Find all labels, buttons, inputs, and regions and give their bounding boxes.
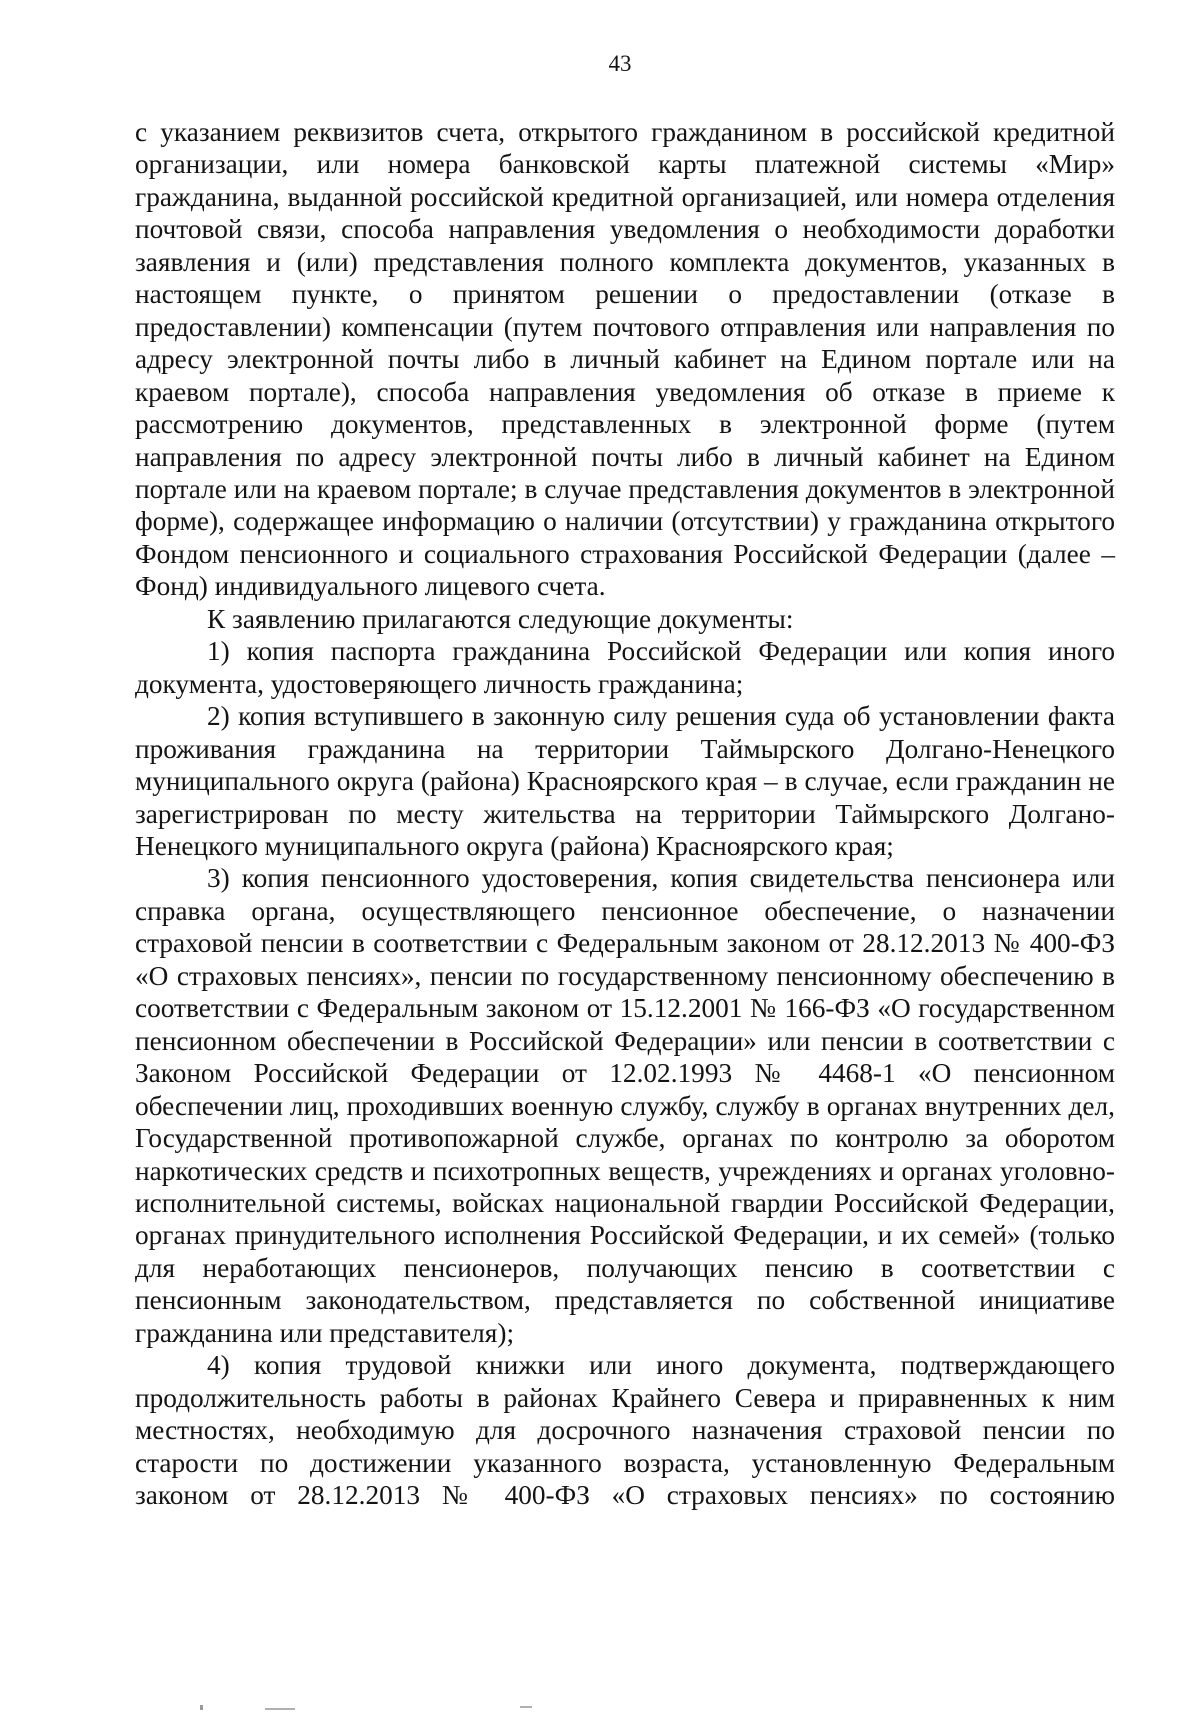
paragraph-documents-intro: К заявлению прилагаются следующие документы: [207,603,794,634]
paragraph-item-2-court-decision: 2) копия вступившего в законную силу решения суда об установлении факта проживания гражданина на территории Таймырского Долгано-Ненецкого муниципального округа (района) Красноярского края – в случае, если гражданин не зарегистрирован по месту жительства на территории Таймырского Долгано-Ненецкого муниципального округа (района) Красноярского края; [135,701,1115,861]
scan-artifact-marks [200,1702,650,1712]
paragraph-application-details: с указанием реквизитов счета, открытого гражданином в российской кредитной организации, или номера банковской карты платежной системы «Мир» гражданина, выданной российской кредитной организацией, или номера отделения почтовой связи, способа направления уведомления о необходимости доработки заявления и (или) представления полного комплекта документов, указанных в настоящем пункте, о принятом решении о предоставлении (отказе в предоставлении) компенсации (путем почтового отправления или направления по адресу электронной почты либо в личный кабинет на Едином портале или на краевом портале), способа направления уведомления об отказе в приеме к рассмотрению документов, представленных в электронной форме (путем направления по адресу электронной почты либо в личный кабинет на Едином портале или на краевом портале; в случае представления документов в электронной форме), содержащее информацию о наличии (отсутствии) у гражданина открытого Фондом пенсионного и социального страхования Российской Федерации (далее – Фонд) индивидуального лицевого счета. [135,117,1115,602]
paragraph-item-3-pension-certificate: 3) копия пенсионного удостоверения, копия свидетельства пенсионера или справка органа, осуществляющего пенсионное обеспечение, о назначении страховой пенсии в соответствии с Федеральным законом от 28.12.2013 № 400-ФЗ «О страховых пенсиях», пенсии по государственному пенсионному обеспечению в соответствии с Федеральным законом от 15.12.2001 № 166-ФЗ «О государственном пенсионном обеспечении в Российской Федерации» или пенсии в соответствии с Законом Российской Федерации от 12.02.1993 № 4468-1 «О пенсионном обеспечении лиц, проходивших военную службу, службу в органах внутренних дел, Государственной противопожарной службе, органах по контролю за оборотом наркотических средств и психотропных веществ, учреждениях и органах уголовно-исполнительной системы, войсках национальной гвардии Российской Федерации, органах принудительного исполнения Российской Федерации, и их семей» (только для неработающих пенсионеров, получающих пенсию в соответствии с пенсионным законодательством, представляется по собственной инициативе гражданина или представителя); [135,863,1115,1348]
document-body [135,116,1115,1511]
page-number: 43 [608,51,632,76]
paragraph-item-4-employment-record: 4) копия трудовой книжки или иного документа, подтверждающего продолжительность работы в районах Крайнего Севера и приравненных к ним местностях, необходимую для досрочного назначения страховой пенсии по старости по достижении указанного возраста, установленную Федеральным законом от 28.12.2013 № 400-ФЗ «О страховых пенсиях» по состоянию [135,1350,1115,1511]
paragraph-item-1-passport: 1) копия паспорта гражданина Российской Федерации или копия иного документа, удостоверяющего личность гражданина; [135,636,1115,699]
